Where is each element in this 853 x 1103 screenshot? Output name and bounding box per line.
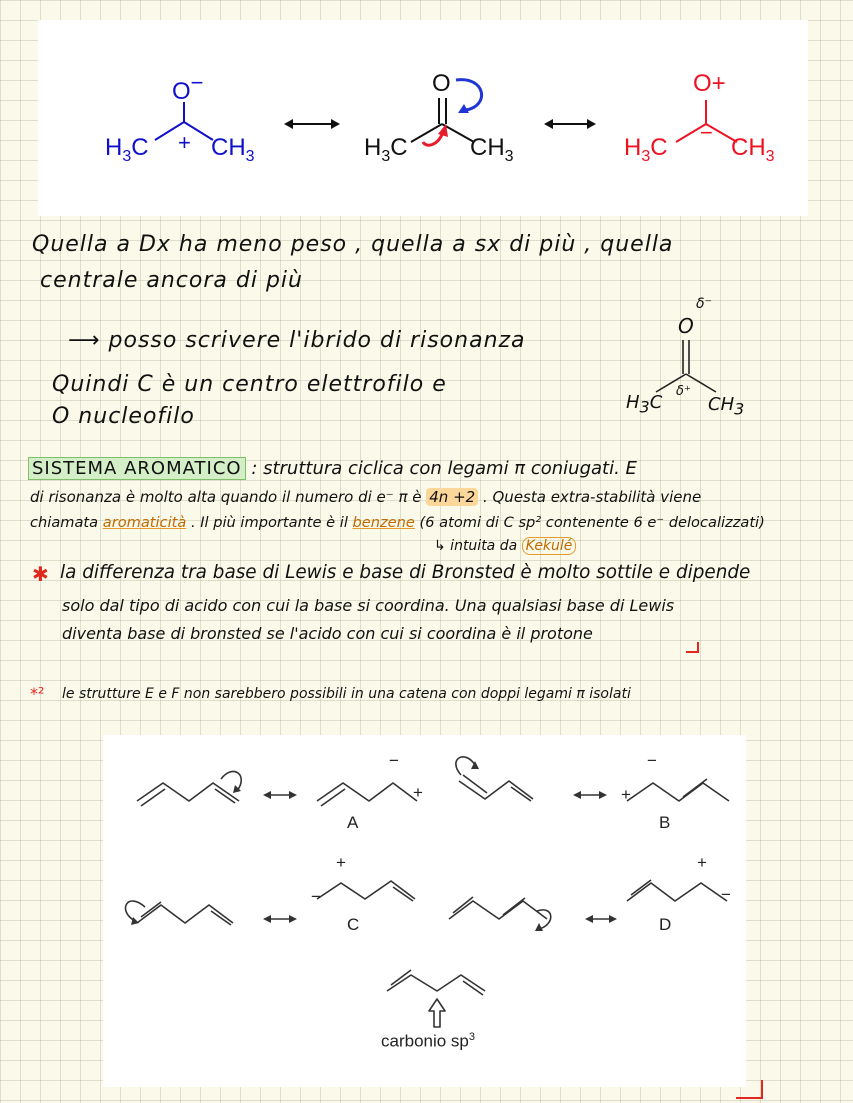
charge-a-minus: − [389, 751, 399, 770]
aromatic-line-4 [434, 538, 576, 554]
middle-methyl-a: $H_3C$ [364, 134, 408, 165]
right-methyl-b: $CH_3$ [731, 134, 775, 165]
aromatic-definition-3b: . Il più importante è il [190, 514, 348, 531]
right-carbon-charge: − [700, 120, 713, 145]
aromatic-definition-3a: chiamata [30, 514, 99, 531]
lewis-line-3: diventa base di bronsted se l'acido con cui si coordina è il protone [62, 624, 593, 643]
charge-c-minus: − [311, 887, 321, 906]
benzene-term: benzene [352, 514, 415, 531]
aromatic-definition-3c: (6 atomi di C sp² contenente 6 e⁻ delocalizzati) [419, 514, 765, 531]
left-carbon-charge: + [178, 130, 191, 155]
middle-methyl-b: $CH_3$ [470, 134, 514, 165]
aromatic-line-2 [30, 488, 701, 506]
charge-d-minus: − [721, 885, 731, 904]
kekule-intro: ↳ intuita da [434, 538, 518, 554]
charge-d-plus: + [697, 853, 707, 872]
note-line-5: O nucleofilo [52, 404, 195, 429]
note-line-2: centrale ancora di più [40, 268, 303, 293]
kekule-term: Kekulé [522, 537, 577, 555]
right-methyl-a: $H_3C$ [624, 134, 668, 165]
aromatic-line-3 [30, 514, 765, 531]
note-line-4: Quindi C è un centro elettrofilo e [52, 372, 447, 397]
lewis-line-2: solo dal tipo di acido con cui la base si coordina. Una qualsiasi base di Lewis [62, 596, 675, 615]
label-d: D [659, 915, 672, 934]
middle-oxygen: O [432, 70, 451, 97]
label-b: B [659, 813, 671, 832]
charge-b-plus: + [621, 785, 631, 804]
aromatic-definition-1: : struttura ciclica con legami π coniugati. E [251, 458, 637, 479]
footnote-marker: *² [30, 684, 45, 703]
charge-c-plus: + [336, 853, 346, 872]
left-oxygen: O− [172, 70, 204, 105]
left-methyl-a: $H_3C$ [105, 134, 149, 165]
star-marker: ✱ [32, 562, 49, 586]
aromaticity-term: aromaticità [102, 514, 187, 531]
hybrid-carbon-charge: δ⁺ [676, 384, 691, 399]
hybrid-methyl-b: $CH_3$ [708, 394, 745, 419]
aromatic-line-1 [28, 458, 637, 479]
note-line-3: ⟶ posso scrivere l'ibrido di risonanza [68, 328, 526, 353]
charge-b-minus: − [647, 751, 657, 770]
aromatic-term: SISTEMA AROMATICO [28, 457, 246, 480]
structures-panel [103, 735, 746, 1087]
resonance-bonds [38, 20, 808, 216]
charge-a-plus: + [413, 783, 423, 802]
lewis-line-1: la differenza tra base di Lewis e base di Bronsted è molto sottile e dipende [60, 562, 751, 583]
carbonio-caption: carbonio $sp^3$ [381, 1031, 476, 1051]
huckel-rule: 4n +2 [426, 488, 478, 506]
label-c: C [347, 915, 360, 934]
footnote-text: le strutture E e F non sarebbero possibili in una catena con doppi legami π isolati [62, 686, 631, 702]
hybrid-oxygen: O [678, 314, 694, 338]
hybrid-methyl-a: $H_3C$ [626, 392, 663, 417]
right-oxygen: O+ [693, 70, 726, 97]
aromatic-definition-2b: . Questa extra-stabilità viene [482, 488, 702, 506]
left-methyl-b: $CH_3$ [211, 134, 255, 165]
label-a: A [347, 813, 359, 832]
resonance-panel [38, 20, 808, 216]
note-line-1: Quella a Dx ha meno peso , quella a sx di più , quella [32, 232, 674, 257]
aromatic-definition-2a: di risonanza è molto alta quando il numero di e⁻ π è [30, 488, 422, 506]
hybrid-oxygen-charge: δ⁻ [696, 296, 712, 312]
